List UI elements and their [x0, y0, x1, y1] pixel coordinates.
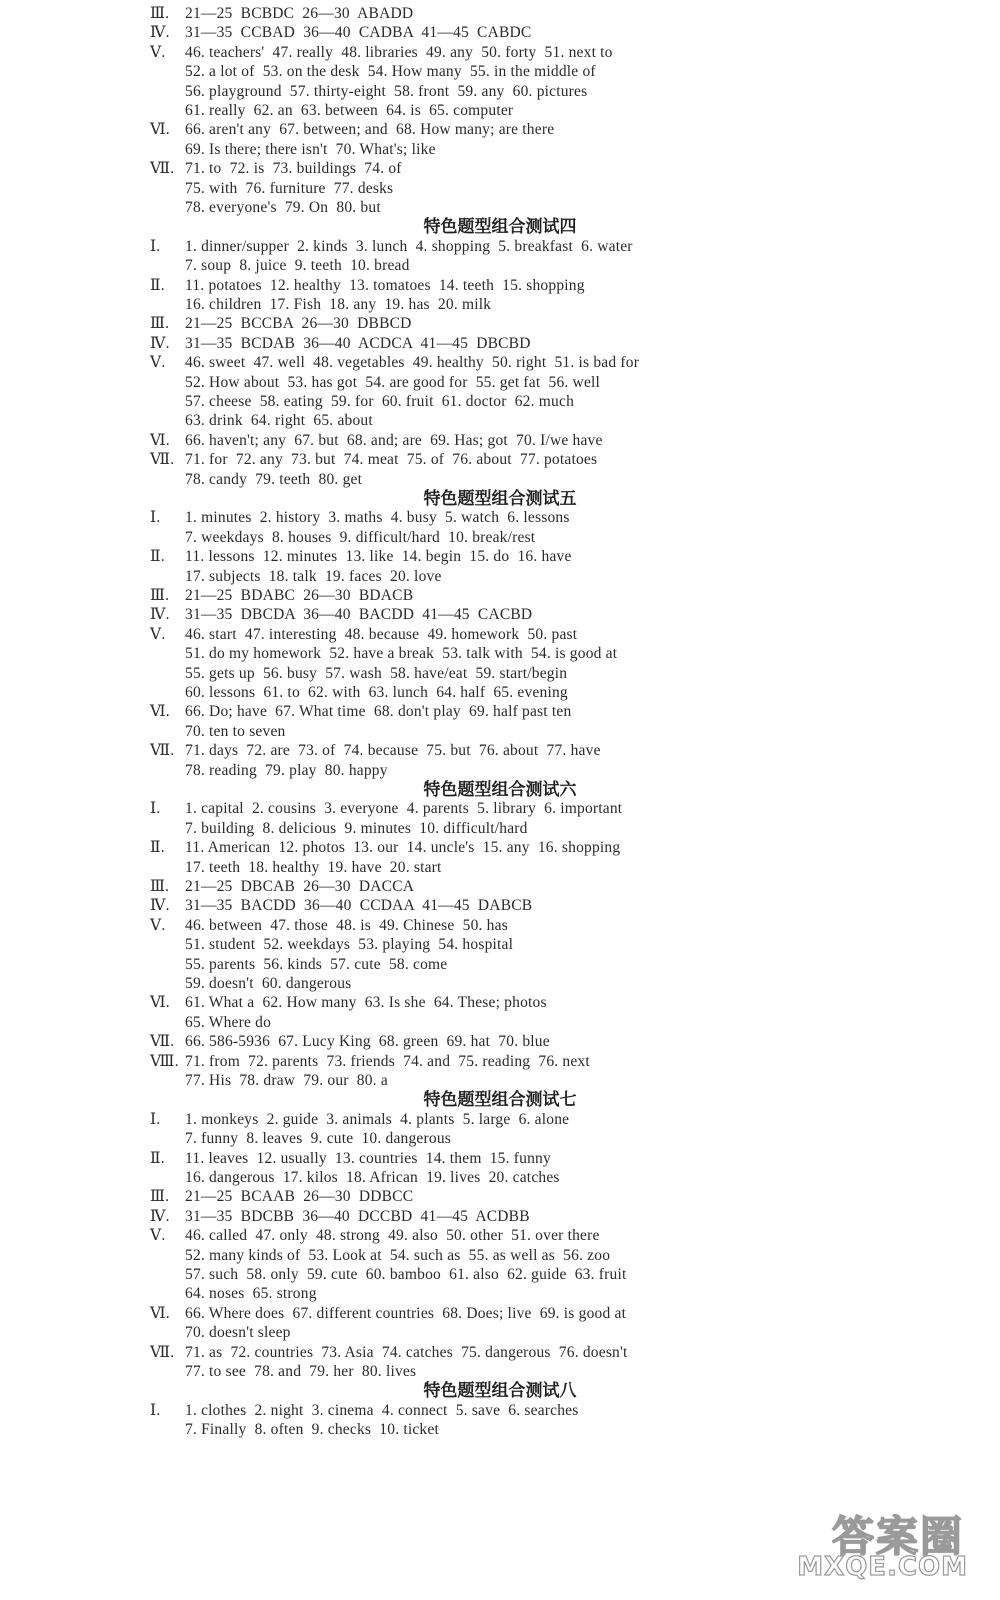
answer-line — [150, 1052, 590, 1072]
answer-line-continued — [185, 935, 513, 955]
answer-text: 31—35 BDCBB 36—40 DCCBD 41—45 ACDBB — [185, 1207, 530, 1225]
question-section-number: Ⅱ. — [150, 548, 165, 566]
question-section-number: Ⅴ. — [150, 43, 166, 61]
section-heading: 特色题型组合测试七 — [423, 1090, 577, 1111]
section-heading: 特色题型组合测试五 — [423, 489, 577, 509]
answer-text: 11. lessons 12. minutes 13. like 14. begin 15. do 16. have — [185, 548, 572, 566]
answer-line-continued — [185, 373, 600, 393]
answer-text: 1. dinner/supper 2. kinds 3. lunch 4. shopping 5. breakfast 6. water — [185, 237, 633, 255]
answer-line-continued — [185, 722, 285, 742]
answer-line-continued — [185, 140, 436, 160]
answer-text: 21—25 BCAAB 26—30 DDBCC — [185, 1188, 414, 1206]
answer-text: 66. haven't; any 67. but 68. and; are 69. Has; got 70. I/we have — [185, 431, 603, 449]
answer-line — [150, 547, 572, 567]
answer-text: 7. Finally 8. often 9. checks 10. ticket — [185, 1421, 439, 1439]
answer-text: 31—35 BCDAB 36—40 ACDCA 41—45 DBCBD — [185, 334, 531, 352]
section-heading: 特色题型组合测试四 — [423, 217, 577, 238]
answer-text: 66. Where does 67. different countries 68. Does; live 69. is good at — [185, 1304, 627, 1322]
answer-line-continued — [185, 1168, 560, 1188]
answer-line-continued — [185, 1013, 271, 1033]
answer-line-continued — [185, 528, 535, 548]
answer-line — [150, 334, 531, 354]
answer-line — [150, 43, 613, 63]
question-section-number: Ⅱ. — [150, 276, 165, 294]
question-section-number: Ⅳ. — [150, 1207, 170, 1225]
answer-line — [150, 605, 532, 625]
answer-text: 55. parents 56. kinds 57. cute 58. come — [185, 955, 448, 973]
question-section-number: Ⅶ. — [150, 1033, 175, 1051]
answer-text: 52. How about 53. has got 54. are good for 55. get fat 56. well — [185, 373, 601, 391]
answer-text: 77. His 78. draw 79. our 80. a — [185, 1072, 388, 1089]
answer-line — [150, 896, 532, 916]
question-section-number: Ⅱ. — [150, 839, 165, 857]
answer-text: 64. noses 65. strong — [185, 1285, 317, 1303]
question-section-number: Ⅵ. — [150, 703, 170, 721]
answer-text: 55. gets up 56. busy 57. wash 58. have/eat 59. start/begin — [185, 664, 568, 682]
answer-line — [150, 314, 412, 334]
answer-line-continued — [185, 1284, 317, 1304]
question-section-number: Ⅶ. — [150, 160, 175, 178]
answer-line — [150, 23, 531, 43]
answer-text: 66. 586-5936 67. Lucy King 68. green 69. hat 70. blue — [185, 1033, 550, 1051]
answer-text: 1. clothes 2. night 3. cinema 4. connect 5. save 6. searches — [185, 1401, 579, 1419]
question-section-number: Ⅰ. — [150, 800, 161, 818]
answer-text: 17. teeth 18. healthy 19. have 20. start — [185, 858, 442, 876]
answer-line — [150, 1401, 579, 1421]
answer-text: 71. from 72. parents 73. friends 74. and 75. reading 76. next — [185, 1052, 590, 1070]
answer-line-continued — [185, 1362, 416, 1382]
answer-text: 66. Do; have 67. What time 68. don't play 69. half past ten — [185, 703, 572, 721]
answer-line — [150, 508, 570, 528]
answer-line-continued — [185, 82, 587, 102]
answer-line — [150, 993, 547, 1013]
answer-line-continued — [185, 411, 373, 431]
answer-line-continued — [185, 819, 528, 839]
answer-text: 11. American 12. photos 13. our 14. uncle's 15. any 16. shopping — [185, 839, 621, 857]
answer-line-continued — [185, 1071, 388, 1091]
answer-text: 69. Is there; there isn't 70. What's; like — [185, 140, 436, 158]
question-section-number: Ⅲ. — [150, 5, 170, 22]
question-section-number: Ⅲ. — [150, 315, 170, 333]
answer-line-continued — [185, 974, 351, 994]
answer-line — [150, 120, 554, 140]
answer-text: 66. aren't any 67. between; and 68. How many; are there — [185, 121, 555, 139]
answer-line-continued — [185, 761, 388, 781]
answer-text: 78. candy 79. teeth 80. get — [185, 470, 363, 488]
question-section-number: Ⅵ. — [150, 121, 170, 139]
section-heading: 特色题型组合测试六 — [423, 780, 577, 800]
answer-text: 71. to 72. is 73. buildings 74. of — [185, 160, 402, 178]
answer-line-continued — [185, 179, 393, 199]
answer-text: 57. such 58. only 59. cute 60. bamboo 61. also 62. guide 63. fruit — [185, 1266, 627, 1283]
question-section-number: Ⅶ. — [150, 451, 175, 469]
answer-line — [150, 1187, 413, 1207]
watermark-logo — [797, 1504, 972, 1586]
answer-line — [150, 586, 413, 606]
answer-line — [150, 625, 577, 645]
answer-text: 46. start 47. interesting 48. because 49. homework 50. past — [185, 625, 578, 643]
answer-text: 61. really 62. an 63. between 64. is 65. computer — [185, 102, 514, 119]
answer-line — [150, 877, 414, 897]
answer-text: 1. capital 2. cousins 3. everyone 4. parents 5. library 6. important — [185, 800, 623, 818]
answer-text: 71. as 72. countries 73. Asia 74. catches 75. dangerous 76. doesn't — [185, 1343, 628, 1361]
answer-text: 11. potatoes 12. healthy 13. tomatoes 14. teeth 15. shopping — [185, 276, 585, 294]
answer-line — [150, 159, 402, 179]
question-section-number: Ⅴ. — [150, 916, 166, 934]
answer-line — [150, 237, 633, 257]
answer-text: 60. lessons 61. to 62. with 63. lunch 64. half 65. evening — [185, 684, 568, 701]
answer-text: 31—35 BACDD 36—40 CCDAA 41—45 DABCB — [185, 897, 533, 915]
answer-line — [150, 431, 603, 451]
question-section-number: Ⅳ. — [150, 897, 170, 915]
answer-text: 46. between 47. those 48. is 49. Chinese 50. has — [185, 916, 508, 934]
answer-text: 77. to see 78. and 79. her 80. lives — [185, 1363, 417, 1380]
answer-text: 75. with 76. furniture 77. desks — [185, 179, 394, 197]
answer-line — [150, 1226, 600, 1246]
answer-text: 63. drink 64. right 65. about — [185, 412, 373, 430]
watermark-domain: MXQE.COM — [797, 1552, 968, 1582]
answer-line — [150, 1110, 569, 1130]
question-section-number: Ⅶ. — [150, 742, 175, 760]
answer-text: 16. children 17. Fish 18. any 19. has 20. milk — [185, 296, 492, 313]
answer-line — [150, 1304, 626, 1324]
answer-line-continued — [185, 392, 574, 412]
answer-line-continued — [185, 567, 442, 587]
question-section-number: Ⅴ. — [150, 1227, 166, 1245]
question-section-number: Ⅰ. — [150, 1401, 161, 1419]
answer-text: 59. doesn't 60. dangerous — [185, 975, 352, 992]
answer-text: 17. subjects 18. talk 19. faces 20. love — [185, 567, 442, 585]
question-section-number: Ⅳ. — [150, 606, 170, 624]
answer-text: 1. monkeys 2. guide 3. animals 4. plants 5. large 6. alone — [185, 1110, 570, 1128]
answer-text: 71. for 72. any 73. but 74. meat 75. of 76. about 77. potatoes — [185, 451, 598, 469]
answer-text: 7. weekdays 8. houses 9. difficult/hard 10. break/rest — [185, 528, 536, 546]
answer-text: 57. cheese 58. eating 59. for 60. fruit 61. doctor 62. much — [185, 393, 575, 410]
answer-line — [150, 838, 620, 858]
question-section-number: Ⅵ. — [150, 1304, 170, 1322]
answer-text: 21—25 DBCAB 26—30 DACCA — [185, 878, 415, 895]
answer-line-continued — [185, 1246, 610, 1266]
answer-text: 7. soup 8. juice 9. teeth 10. bread — [185, 257, 410, 275]
answer-line-continued — [185, 858, 442, 878]
answer-text: 70. ten to seven — [185, 722, 286, 740]
question-section-number: Ⅴ. — [150, 354, 166, 372]
answer-text: 46. sweet 47. well 48. vegetables 49. healthy 50. right 51. is bad for — [185, 354, 640, 372]
answer-line-continued — [185, 683, 568, 703]
answer-line — [150, 1207, 530, 1227]
question-section-number: Ⅲ. — [150, 587, 170, 604]
question-section-number: Ⅵ. — [150, 431, 170, 449]
answer-line-continued — [185, 1420, 439, 1440]
answer-line-continued — [185, 1265, 626, 1285]
answer-text: 51. student 52. weekdays 53. playing 54. hospital — [185, 936, 514, 954]
question-section-number: Ⅰ. — [150, 1110, 161, 1128]
answer-line-continued — [185, 1129, 451, 1149]
answer-line-continued — [185, 101, 513, 121]
answer-line — [150, 353, 639, 373]
answer-text: 7. building 8. delicious 9. minutes 10. difficult/hard — [185, 819, 528, 837]
answer-text: 61. What a 62. How many 63. Is she 64. These; photos — [185, 994, 547, 1012]
answer-line — [150, 799, 622, 819]
answer-line — [150, 1032, 550, 1052]
answer-text: 21—25 BDABC 26—30 BDACB — [185, 587, 414, 604]
question-section-number: Ⅲ. — [150, 1188, 170, 1206]
answer-line-continued — [185, 644, 617, 664]
answer-line — [150, 702, 571, 722]
answer-line-continued — [185, 955, 447, 975]
answer-text: 70. doesn't sleep — [185, 1324, 291, 1342]
answer-text: 52. a lot of 53. on the desk 54. How many 55. in the middle of — [185, 63, 596, 81]
answer-line-continued — [185, 664, 567, 684]
answer-line-continued — [185, 1323, 291, 1343]
answer-line — [150, 276, 585, 296]
question-section-number: Ⅶ. — [150, 1343, 175, 1361]
answer-line — [150, 1149, 551, 1169]
answer-line-continued — [185, 256, 410, 276]
answer-text: 56. playground 57. thirty-eight 58. front 59. any 60. pictures — [185, 82, 588, 100]
answer-line — [150, 450, 597, 470]
watermark-title: 答案圈 — [831, 1512, 964, 1561]
answer-line-continued — [185, 62, 596, 82]
answer-text: 71. days 72. are 73. of 74. because 75. but 76. about 77. have — [185, 742, 601, 760]
question-section-number: Ⅷ. — [150, 1052, 179, 1070]
answer-text: 21—25 BCBDC 26—30 ABADD — [185, 5, 414, 22]
answer-line-continued — [185, 470, 362, 490]
question-section-number: Ⅳ. — [150, 334, 170, 352]
answer-text: 46. teachers' 47. really 48. libraries 49. any 50. forty 51. next to — [185, 43, 613, 61]
answer-text: 78. everyone's 79. On 80. but — [185, 199, 381, 216]
answer-text: 7. funny 8. leaves 9. cute 10. dangerous — [185, 1130, 452, 1148]
question-section-number: Ⅰ. — [150, 509, 161, 527]
answer-line — [150, 1343, 628, 1363]
answer-text: 21—25 BCCBA 26—30 DBBCD — [185, 315, 412, 333]
answer-line — [150, 741, 601, 761]
question-section-number: Ⅳ. — [150, 24, 170, 42]
question-section-number: Ⅰ. — [150, 237, 161, 255]
answer-text: 11. leaves 12. usually 13. countries 14. them 15. funny — [185, 1149, 551, 1167]
answer-text: 52. many kinds of 53. Look at 54. such as 55. as well as 56. zoo — [185, 1246, 611, 1264]
answer-text: 51. do my homework 52. have a break 53. talk with 54. is good at — [185, 645, 618, 663]
answer-text: 65. Where do — [185, 1013, 272, 1031]
answer-line — [150, 4, 413, 24]
answer-text: 46. called 47. only 48. strong 49. also 50. other 51. over there — [185, 1227, 600, 1245]
section-heading: 特色题型组合测试八 — [423, 1381, 577, 1402]
question-section-number: Ⅴ. — [150, 625, 166, 643]
answer-text: 1. minutes 2. history 3. maths 4. busy 5. watch 6. lessons — [185, 509, 570, 527]
answer-line-continued — [185, 198, 381, 218]
question-section-number: Ⅱ. — [150, 1149, 165, 1167]
answer-line-continued — [185, 295, 491, 315]
answer-text: 31—35 CCBAD 36—40 CADBA 41—45 CABDC — [185, 24, 532, 42]
question-section-number: Ⅲ. — [150, 878, 170, 895]
answer-line — [150, 916, 508, 936]
answer-text: 78. reading 79. play 80. happy — [185, 761, 388, 779]
answer-text: 31—35 DBCDA 36—40 BACDD 41—45 CACBD — [185, 606, 533, 624]
question-section-number: Ⅵ. — [150, 994, 170, 1012]
answer-text: 16. dangerous 17. kilos 18. African 19. lives 20. catches — [185, 1169, 560, 1186]
